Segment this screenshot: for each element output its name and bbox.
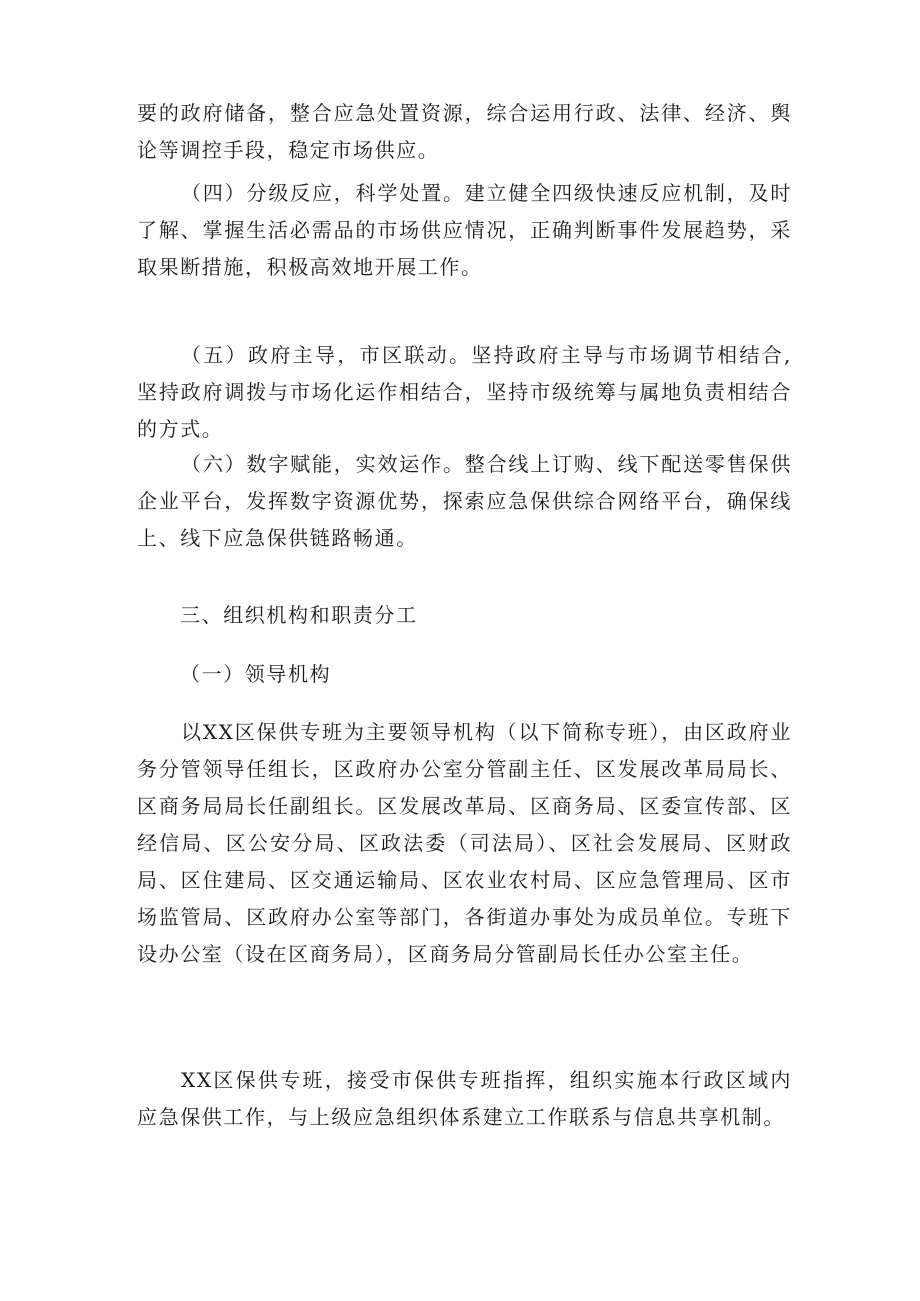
paragraph-leadership-body: 以XX区保供专班为主要领导机构（以下简称专班），由区政府业务分管领导任组长，区政府办公室分管副主任、区发展改革局局长、区商务局局长任副组长。区发展改革局、区商务局、区委宣传部、区经信局、区公安分局、区政法委（司法局）、区社会发展局、区财政局、区住建局、区交通运输局、区农业农村局、区应急管理局、区市场监管局、区政府办公室等部门，各街道办事处为成员单位。专班下设办公室（设在区商务局），区商务局分管副局长任办公室主任。 — [137, 720, 792, 966]
section-heading-organization: 三、组织机构和职责分工 — [180, 603, 418, 627]
paragraph-item-five: （五）政府主导，市区联动。坚持政府主导与市场调节相结合,坚持政府调拨与市场化运作相结合，坚持市级统筹与属地负责相结合的方式。 — [137, 343, 792, 441]
paragraph-reserve-continuation: 要的政府储备，整合应急处置资源，综合运用行政、法律、经济、舆论等调控手段，稳定市场供应。 — [137, 101, 792, 162]
subsection-heading-leadership: （一）领导机构 — [180, 662, 332, 686]
paragraph-task-force-duty: XX区保供专班，接受市保供专班指挥，组织实施本行政区域内应急保供工作，与上级应急组织体系建立工作联系与信息共享机制。 — [137, 1068, 792, 1129]
paragraph-item-four: （四）分级反应，科学处置。建立健全四级快速反应机制，及时了解、掌握生活必需品的市场供应情况，正确判断事件发展趋势，采取果断措施，积极高效地开展工作。 — [137, 181, 792, 279]
paragraph-item-six: （六）数字赋能，实效运作。整合线上订购、线下配送零售保供企业平台，发挥数字资源优势，探索应急保供综合网络平台，确保线上、线下应急保供链路畅通。 — [137, 452, 792, 550]
